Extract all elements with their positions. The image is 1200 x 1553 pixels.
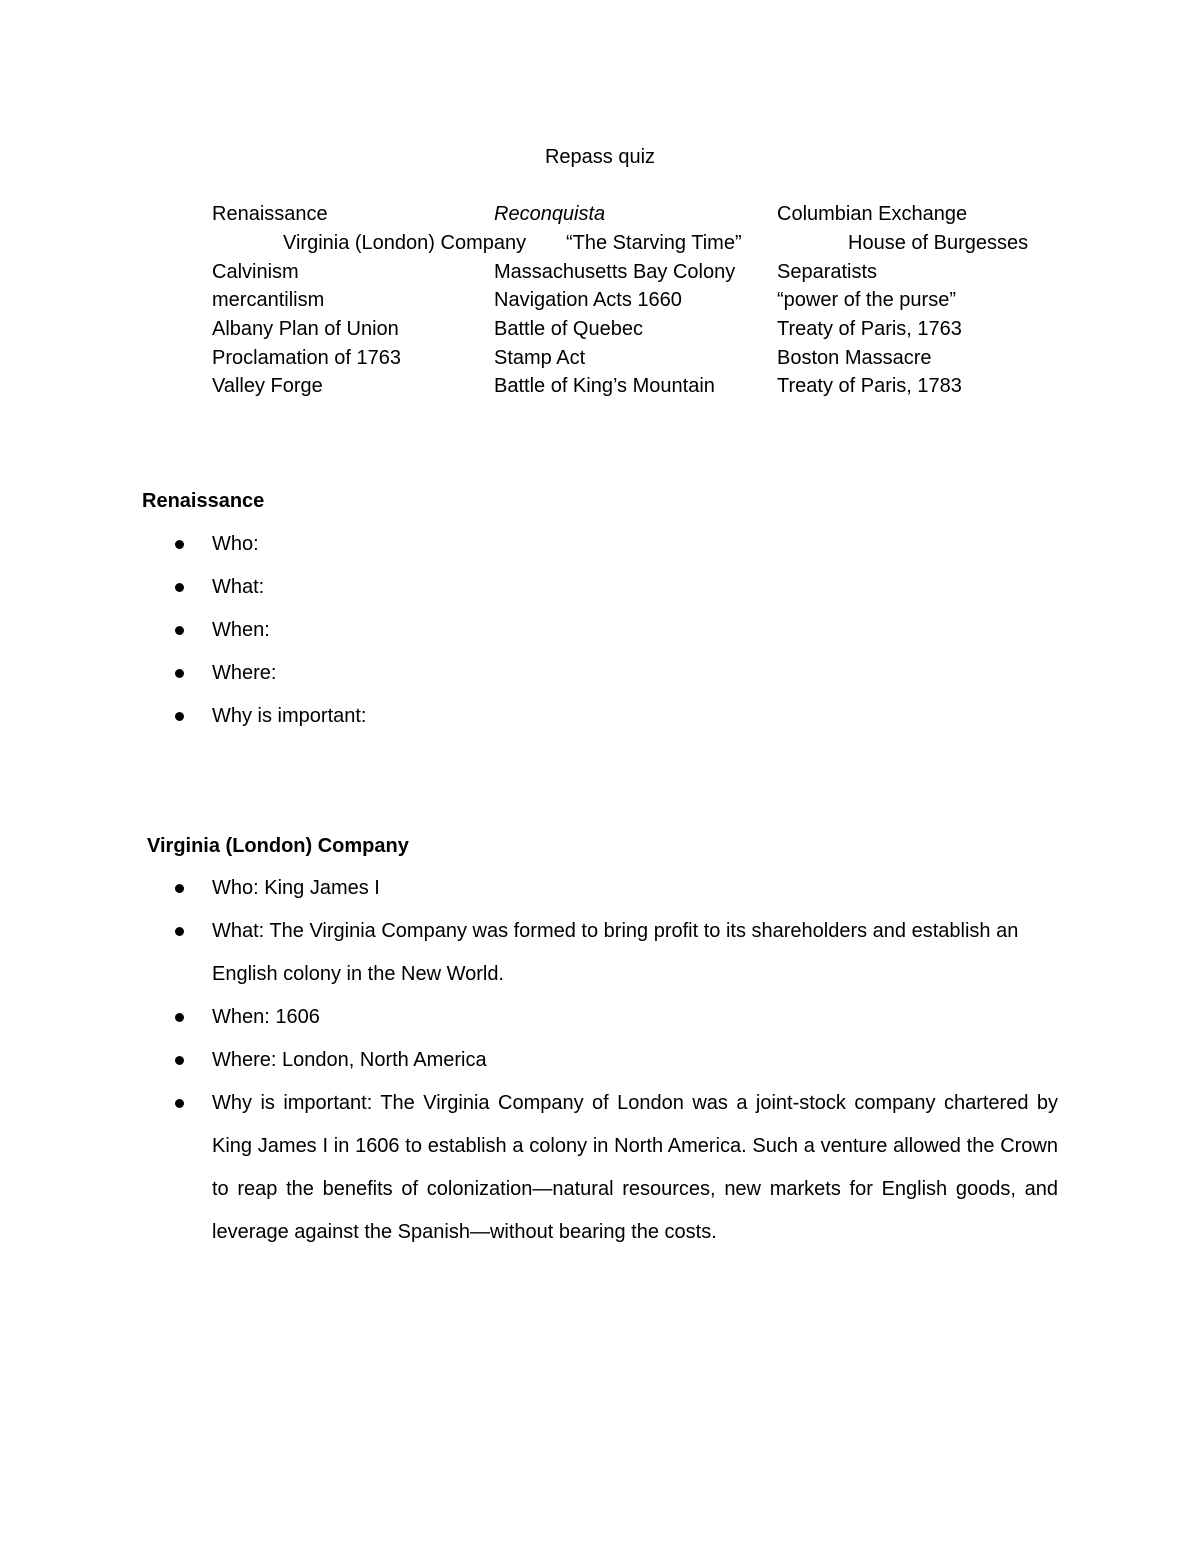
term-cell: Virginia (London) Company <box>283 232 527 254</box>
terms-row <box>0 372 1200 400</box>
list-item-text: Who: King James I <box>212 877 380 899</box>
bullet-icon <box>175 669 184 678</box>
term-cell: Renaissance <box>212 203 328 225</box>
list-item-text: What: <box>212 576 265 598</box>
term-cell: Reconquista <box>494 203 606 225</box>
term-cell: Treaty of Paris, 1763 <box>777 318 962 340</box>
term-cell: Treaty of Paris, 1783 <box>777 375 962 397</box>
term-cell: Valley Forge <box>212 375 323 397</box>
bullet-icon <box>175 1013 184 1022</box>
bullet-icon <box>175 1056 184 1065</box>
list-item-text: When: 1606 <box>212 1006 320 1028</box>
section-heading-renaissance: Renaissance <box>142 490 265 512</box>
list-item-text: When: <box>212 619 270 641</box>
term-cell: Navigation Acts 1660 <box>494 289 682 311</box>
list-item-text: What: The Virginia Company was formed to bring profit to its shareholders and establish an English colony in the New World. <box>212 920 1019 985</box>
bullet-icon <box>175 927 184 936</box>
terms-row <box>0 344 1200 372</box>
bullet-icon <box>175 540 184 549</box>
term-cell: mercantilism <box>212 289 325 311</box>
term-cell: Boston Massacre <box>777 347 932 369</box>
term-cell: Separatists <box>777 261 878 283</box>
section-heading-virginia-company: Virginia (London) Company <box>147 835 409 857</box>
list-item-text: Where: <box>212 662 277 684</box>
terms-row <box>0 286 1200 314</box>
terms-row <box>0 258 1200 286</box>
list-item-text: Where: London, North America <box>212 1049 487 1071</box>
page-title: Repass quiz <box>544 146 656 168</box>
bullet-icon <box>175 1099 184 1108</box>
term-cell: Stamp Act <box>494 347 586 369</box>
term-cell: “The Starving Time” <box>566 232 742 254</box>
term-cell: “power of the purse” <box>777 289 956 311</box>
term-cell: Columbian Exchange <box>777 203 968 225</box>
term-cell: House of Burgesses <box>848 232 1029 254</box>
term-cell: Proclamation of 1763 <box>212 347 402 369</box>
bullet-icon <box>175 583 184 592</box>
terms-row <box>0 229 1200 257</box>
list-item-text: Who: <box>212 533 259 555</box>
bullet-icon <box>175 884 184 893</box>
terms-row <box>0 315 1200 343</box>
term-cell: Battle of King’s Mountain <box>494 375 715 397</box>
term-cell: Massachusetts Bay Colony <box>494 261 736 283</box>
terms-row <box>0 200 1200 228</box>
term-cell: Calvinism <box>212 261 299 283</box>
bullet-icon <box>175 712 184 721</box>
list-item-text: Why is important: <box>212 705 367 727</box>
term-cell: Battle of Quebec <box>494 318 643 340</box>
bullet-icon <box>175 626 184 635</box>
list-item-text: Why is important: The Virginia Company of London was a joint-stock company chartered by King James I in 1606 to establish a colony in North America. Such a venture allowed the Crown to reap the benefits of colonization—natural resources, new markets for English goods, and leverage against the Spanish—without bearing the costs. <box>212 1092 1058 1243</box>
term-cell: Albany Plan of Union <box>212 318 399 340</box>
